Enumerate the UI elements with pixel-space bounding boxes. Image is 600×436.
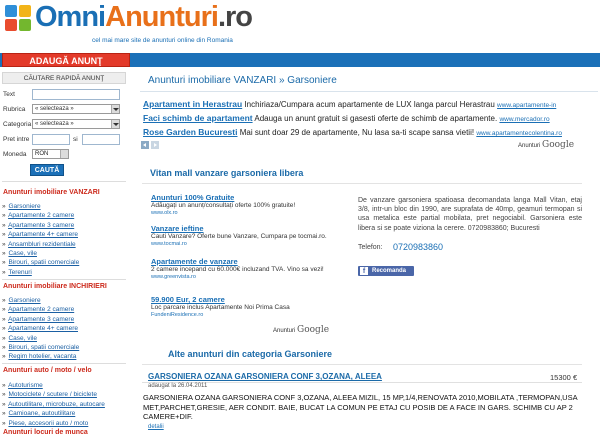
listing-heading: Vitan mall vanzare garsoniera libera [150,168,304,178]
sponsored-ad[interactable]: Rose Garden Bucuresti Mai sunt doar 29 de apartamente, Nu lasa sa-ti scape sansa vietii! www.apartamentecolentina.ro [143,127,562,137]
google-ads-label[interactable]: Anunturi Google [273,325,330,335]
search-button[interactable]: CAUTĂ [30,164,64,176]
sidebar-divider [2,279,126,280]
other-listings-heading: Alte anunturi din categoria Garsoniere [168,349,333,359]
rubrica-select[interactable]: « selecteaza » [32,104,120,114]
rubrica-row [2,103,126,118]
category-item[interactable]: » Camioane, autoutilitare [2,410,76,418]
other-listing-date: adaugat la 26.04.2011 [148,383,208,389]
category-heading-inchirieri[interactable]: Anunturi imobiliare INCHIRIERI [3,283,107,290]
details-link[interactable]: detalii [148,424,164,430]
currency-row [2,148,126,163]
currency-label: Moneda [3,151,27,158]
chevron-down-icon [60,150,68,158]
category-list-inchirieri [2,296,79,362]
google-ad[interactable]: Anunturi 100% Gratuite Adăugați un anunț/consultați oferte 100% gratuite! www.olx.ro [151,193,296,216]
category-heading-auto[interactable]: Anunturi auto / moto / velo [3,367,92,374]
category-item[interactable]: » Apartamente 4+ camere [2,231,78,239]
category-item[interactable]: » Apartamente 3 camere [2,221,75,229]
add-listing-button[interactable]: ADAUGĂ ANUNŢ [2,53,130,67]
text-search-input[interactable] [32,89,120,100]
chevron-down-icon [111,105,119,113]
text-label: Text [3,91,15,98]
category-item[interactable]: » Case, vile [2,334,37,342]
category-item[interactable]: » Garsoniere [2,297,41,304]
logo-icon[interactable] [5,5,31,31]
section-divider [142,364,582,365]
sidebar [2,71,126,163]
category-item[interactable]: » Apartamente 4+ camere [2,325,78,333]
category-item[interactable]: » Terenuri [2,268,32,276]
price-min-input[interactable] [32,134,70,145]
category-item[interactable]: » Apartamente 2 camere [2,212,75,220]
phone-label: Telefon: [358,244,383,251]
category-item[interactable]: » Birouri, spatii comerciale [2,343,80,351]
title-divider [140,91,598,92]
categoria-label: Categoria [3,121,32,128]
phone-number[interactable]: 0720983860 [393,242,444,252]
category-list-vanzari [2,202,79,277]
currency-select[interactable]: RON [32,149,69,159]
chevron-down-icon [111,120,119,128]
facebook-icon: f [360,267,368,275]
sponsored-ad[interactable]: Apartament in Herastrau Inchiriaza/Cumpara acum apartamente de LUX langa parcul Herastrau www.apartamente-in [143,99,557,109]
price-row [2,133,126,148]
categoria-select[interactable]: « selecteaza » [32,119,120,129]
listing-divider [142,382,582,383]
section-divider [142,183,582,184]
category-item[interactable]: » Piese, accesorii auto / moto [2,419,89,427]
page-title: Anunturi imobiliare VANZARI » Garsoniere [148,75,337,86]
category-item[interactable]: » Birouri, spatii comerciale [2,259,80,267]
price-and-label: si [73,136,78,143]
google-ad[interactable]: 59.900 Eur, 2 camere Loc parcare inclus Apartamente Noi Prima Casa FundeniResidence.ro [151,295,290,318]
sponsored-ad[interactable]: Faci schimb de apartament Adauga un anunt gratuit si gasesti oferte de schimb de apartamente. www.mercador.ro [143,113,550,123]
price-label: Pret intre [3,136,30,143]
sidebar-divider [2,363,126,364]
category-heading-vanzari[interactable]: Anunturi imobiliare VANZARI [3,189,100,196]
other-listing-body: GARSONIERA OZANA GARSONIERA CONF 3,OZANA, ALEEA MIZIL, 15 MP,1/4,RENOVATA 2010,MOBILATA ,TERMOPAN,USA MET,PARCHET,GRESIE, AER CONDIT. BAIE, BUCAT LA COMUN PE ETAJ CU POSIB DE A FACE IN GARS. SCHIMB CU AP 2 CAMERE+DIF. [143,393,578,421]
category-item[interactable]: » Autoturisme [2,382,43,389]
category-heading-jobs[interactable]: Anunturi locuri de munca [3,429,88,436]
site-tagline: cel mai mare site de anunturi online din Romania [92,37,233,44]
quick-search-title: CĂUTARE RAPIDĂ ANUNŢ [2,72,126,84]
category-list-auto [2,381,105,428]
sidebar-divider [2,181,126,182]
category-item[interactable]: » Garsoniere [2,203,41,210]
site-header [0,0,600,52]
facebook-recommend-button[interactable]: f Recomanda [358,266,414,276]
category-item[interactable]: » Apartamente 3 camere [2,315,75,323]
next-arrow-icon[interactable] [151,141,159,149]
site-logo[interactable]: OmniAnunturi.ro [35,1,252,33]
text-row [2,88,126,103]
category-item[interactable]: » Apartamente 2 camere [2,306,75,314]
category-item[interactable]: » Regim hotelier, vacanta [2,353,77,361]
google-ads-label[interactable]: Anunturi Google [518,140,575,150]
category-item[interactable]: » Autoutilitare, microbuze, autocare [2,400,105,408]
category-item[interactable]: » Ansambluri rezidentiale [2,240,76,248]
prev-arrow-icon[interactable] [141,141,149,149]
other-listing-title[interactable]: GARSONIERA OZANA GARSONIERA CONF 3,OZANA, ALEEA [148,372,382,381]
other-listing-price: 15300 € [550,373,578,382]
category-item[interactable]: » Case, vile [2,249,37,257]
google-ad[interactable]: Apartamente de vanzare 2 camere incepand cu 60.000€ incluzand TVA. Vino sa vezi! www.greenvista.ro [151,257,324,280]
google-ad[interactable]: Vanzare ieftine Cauti Vanzare? Oferte bune Vanzare, Cumpara pe tocmai.ro. www.tocmai.ro [151,224,327,247]
rubrica-label: Rubrica [3,106,26,113]
listing-description: De vanzare garsoniera spatioasa decomandata langa Mall Vitan, etaj 3/8, intr-un bloc din 1990, are suprafata de 40mp, geamuri termopan si usa metalica este partial mobilata, pret negociabil. Garsoniera este libera si se poate viziona la cerere. 0720983860; Bucuresti [358,197,582,232]
categoria-row [2,118,126,133]
category-item[interactable]: » Motociclete / scutere / biciclete [2,391,97,399]
price-max-input[interactable] [82,134,120,145]
